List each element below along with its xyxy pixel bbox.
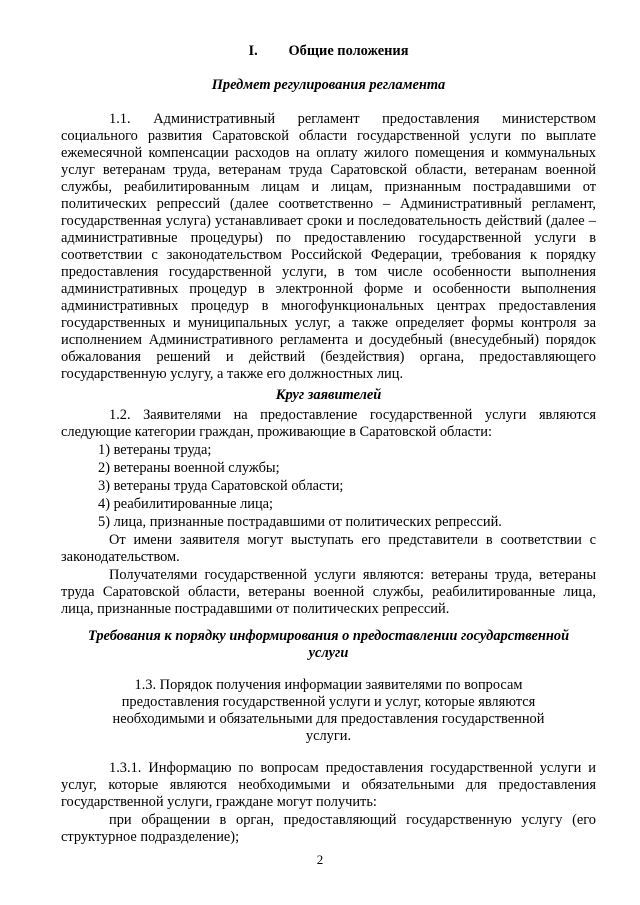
- section-title: Общие положения: [288, 43, 409, 59]
- list-item: 3) ветераны труда Саратовской области;: [98, 478, 344, 494]
- applicants-heading: Круг заявителей: [275, 387, 382, 403]
- section-heading: [61, 43, 596, 60]
- section-number: I.: [248, 43, 258, 59]
- list-item: 1) ветераны труда;: [98, 442, 212, 458]
- paragraph-recipients: Получателями государственной услуги являются: ветераны труда, ветераны труда Саратовской области, ветераны военной службы, реабилитированные лица, лица, признанные пострадавшими от политических репрессий.: [61, 567, 596, 617]
- list-item: 4) реабилитированные лица;: [98, 496, 274, 512]
- paragraph-1-3-1: 1.3.1. Информацию по вопросам предоставления государственной услуги и услуг, которые являются необходимыми и обязательными для предоставления государственной услуги, граждане могут получить:: [61, 760, 596, 810]
- informing-heading: Требования к порядку информирования о предоставлении государственной услуги: [87, 628, 570, 661]
- paragraph-representatives: От имени заявителя могут выступать его представители в соответствии с законодательством.: [61, 532, 596, 565]
- page-number: 2: [316, 852, 324, 867]
- subject-heading: Предмет регулирования регламента: [211, 77, 446, 93]
- page-content: [61, 43, 596, 846]
- paragraph-1-2: 1.2. Заявителями на предоставление государственной услуги являются следующие категории граждан, проживающие в Саратовской области:: [61, 407, 596, 440]
- paragraph-1-3: 1.3. Порядок получения информации заявителями по вопросам предоставления государственной услуги и услуг, которые являются необходимыми и обязательными для предоставления государственной услуги.: [112, 677, 545, 744]
- list-item: 2) ветераны военной службы;: [98, 460, 280, 476]
- list-item: 5) лица, признанные пострадавшими от политических репрессий.: [98, 514, 502, 530]
- paragraph-1-1: 1.1. Административный регламент предоставления министерством социального развития Саратовской области государственной услуги по выплате ежемесячной компенсации расходов на оплату жилого помещения и коммунальных услуг ветеранам труда, ветеранам труда Саратовской области, ветеранам военной службы, реабилитированным лицам и лицам, признанным пострадавшими от политических репрессий (далее соответственно – Административный регламент, государственная услуга) устанавливает сроки и последовательность действий (далее – административные процедуры) по предоставлению государственной услуги в соответствии с законодательством Российской Федерации, требования к порядку предоставления государственной услуги, в том числе особенности выполнения административных процедур в электронной форме и особенности выполнения административных процедур в многофункциональных центрах предоставления государственных и муниципальных услуг, а также определяет формы контроля за исполнением Административного регламента и досудебный (внесудебный) порядок обжалования решений и действий (бездействия) органа, предоставляющего государственную услугу, а также его должностных лиц.: [61, 111, 596, 382]
- paragraph-contact-organ: при обращении в орган, предоставляющий государственную услугу (его структурное подразделение);: [61, 812, 596, 845]
